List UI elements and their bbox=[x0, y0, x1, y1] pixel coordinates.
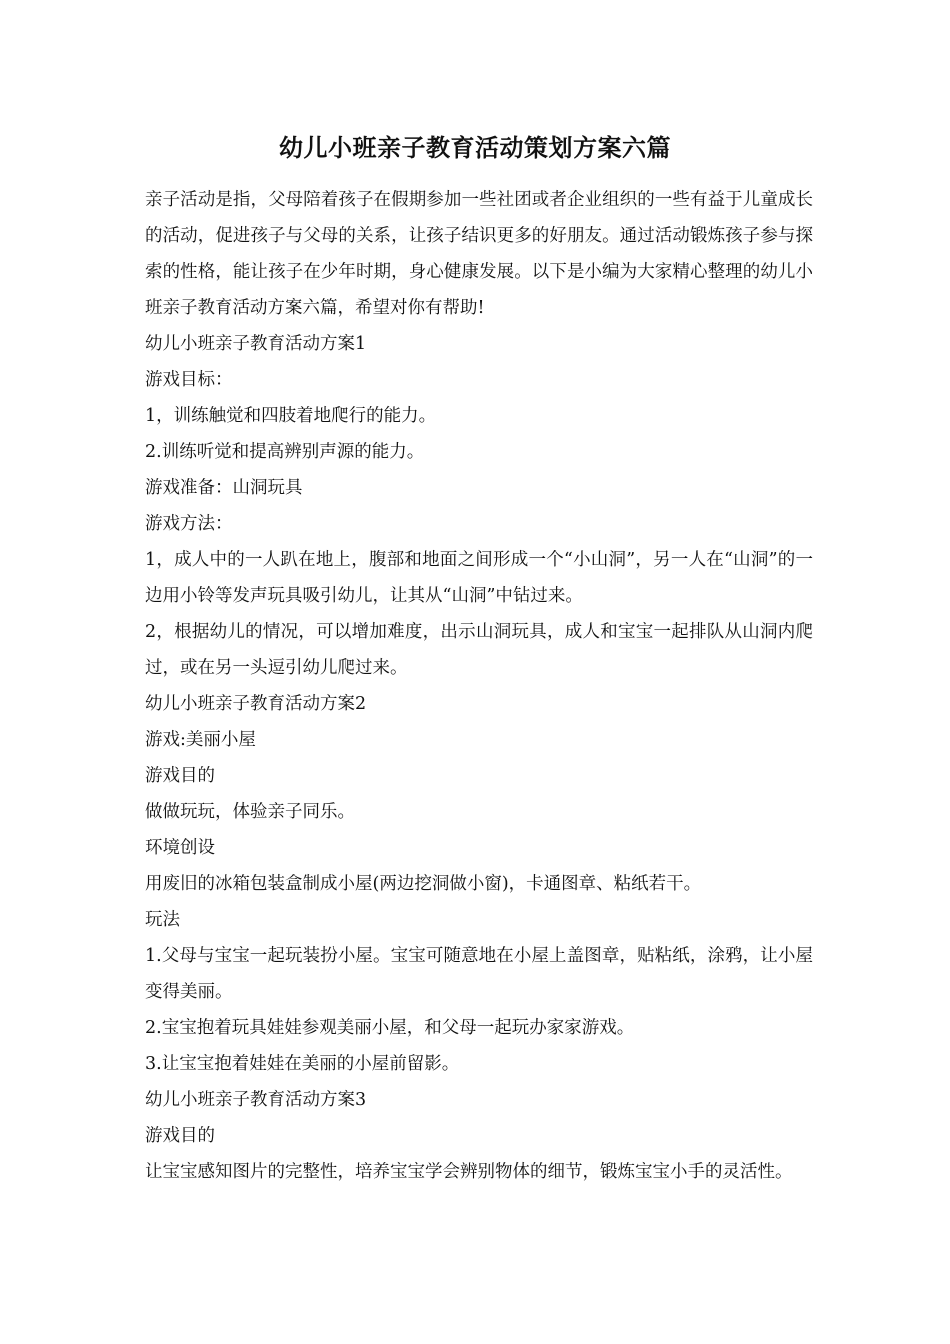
document-body bbox=[145, 182, 813, 1190]
paragraph: 1.父母与宝宝一起玩装扮小屋。宝宝可随意地在小屋上盖图章，贴粘纸，涂鸦，让小屋变得美丽。 bbox=[145, 946, 813, 1002]
paragraph: 3.让宝宝抱着娃娃在美丽的小屋前留影。 bbox=[145, 1054, 460, 1074]
subheading: 游戏目的 bbox=[145, 1126, 215, 1146]
paragraph: 2.宝宝抱着玩具娃娃参观美丽小屋，和父母一起玩办家家游戏。 bbox=[145, 1018, 635, 1038]
paragraph: 2，根据幼儿的情况，可以增加难度，出示山洞玩具，成人和宝宝一起排队从山洞内爬过，或在另一头逗引幼儿爬过来。 bbox=[145, 622, 813, 678]
subheading: 游戏目标： bbox=[145, 370, 233, 390]
subheading: 游戏:美丽小屋 bbox=[145, 730, 256, 750]
subheading: 玩法 bbox=[145, 910, 180, 930]
subheading: 游戏目的 bbox=[145, 766, 215, 786]
intro-paragraph: 亲子活动是指，父母陪着孩子在假期参加一些社团或者企业组织的一些有益于儿童成长的活动，促进孩子与父母的关系，让孩子结识更多的好朋友。通过活动锻炼孩子参与探索的性格，能让孩子在少年时期，身心健康发展。以下是小编为大家精心整理的幼儿小班亲子教育活动方案六篇，希望对你有帮助! bbox=[145, 190, 813, 318]
subheading: 环境创设 bbox=[145, 838, 215, 858]
section-heading: 幼儿小班亲子教育活动方案3 bbox=[145, 1090, 367, 1110]
paragraph: 1，成人中的一人趴在地上，腹部和地面之间形成一个“小山洞”，另一人在“山洞”的一边用小铃等发声玩具吸引幼儿，让其从“山洞”中钻过来。 bbox=[145, 550, 813, 606]
paragraph: 2.训练听觉和提高辨别声源的能力。 bbox=[145, 442, 425, 462]
section-heading: 幼儿小班亲子教育活动方案2 bbox=[145, 694, 367, 714]
paragraph: 用废旧的冰箱包装盒制成小屋(两边挖洞做小窗)，卡通图章、粘纸若干。 bbox=[145, 874, 702, 894]
paragraph: 做做玩玩，体验亲子同乐。 bbox=[145, 802, 355, 822]
paragraph: 1，训练触觉和四肢着地爬行的能力。 bbox=[145, 406, 437, 426]
paragraph: 让宝宝感知图片的完整性，培养宝宝学会辨别物体的细节，锻炼宝宝小手的灵活性。 bbox=[145, 1162, 793, 1182]
subheading: 游戏方法： bbox=[145, 514, 233, 534]
paragraph: 游戏准备：山洞玩具 bbox=[145, 478, 303, 498]
document-title: 幼儿小班亲子教育活动策划方案六篇 bbox=[279, 133, 671, 162]
section-heading: 幼儿小班亲子教育活动方案1 bbox=[145, 334, 367, 354]
